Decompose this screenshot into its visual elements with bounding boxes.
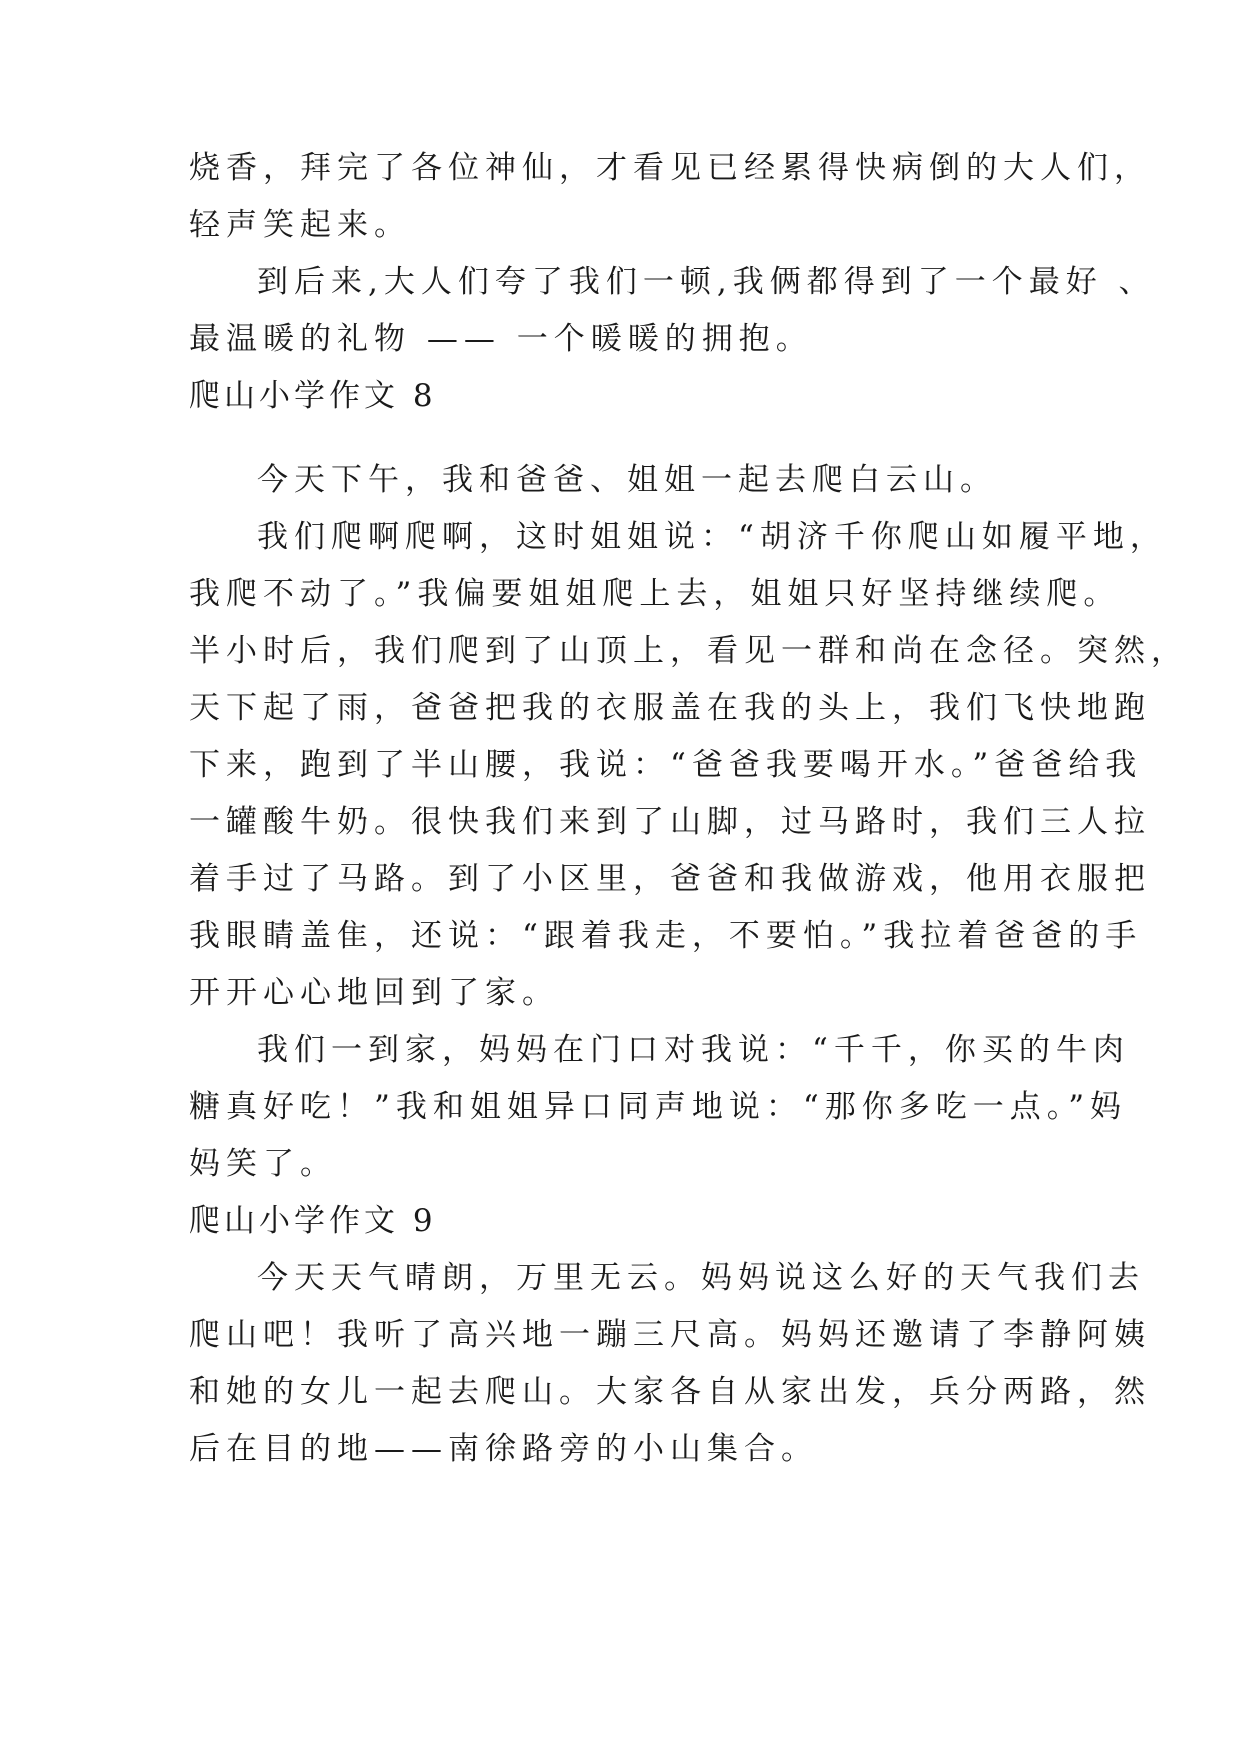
text-line: 我们一到家，妈妈在门口对我说：“千千，你买的牛肉 (257, 1032, 1130, 1068)
text-line: 一罐酸牛奶。很快我们来到了山脚，过马路时，我们三人拉 (189, 804, 1151, 840)
text-line: 最温暖的礼物 —— 一个暖暖的拥抱。 (189, 321, 813, 357)
text-line: 爬山吧！我听了高兴地一蹦三尺高。妈妈还邀请了李静阿姨 (189, 1317, 1151, 1353)
text-line: 我们爬啊爬啊，这时姐姐说：“胡济千你爬山如履平地， (257, 519, 1167, 555)
section-heading-8: 爬山小学作文 8 (189, 378, 437, 414)
text-line: 糖真好吃！”我和姐姐异口同声地说：“那你多吃一点。”妈 (189, 1089, 1128, 1125)
text-line: 妈笑了。 (189, 1146, 337, 1182)
text-line: 天下起了雨，爸爸把我的衣服盖在我的头上，我们飞快地跑 (189, 690, 1151, 726)
text-line: 开开心心地回到了家。 (189, 975, 559, 1011)
text-line: 后在目的地——南徐路旁的小山集合。 (189, 1431, 818, 1467)
text-line: 我爬不动了。”我偏要姐姐爬上去，姐姐只好坚持继续爬。 (189, 576, 1121, 612)
text-line: 烧香，拜完了各位神仙，才看见已经累得快病倒的大人们， (189, 150, 1151, 186)
text-line: 半小时后，我们爬到了山顶上，看见一群和尚在念径。突然， (189, 633, 1188, 669)
text-line: 轻声笑起来。 (189, 207, 411, 243)
text-line: 和她的女儿一起去爬山。大家各自从家出发，兵分两路，然 (189, 1374, 1151, 1410)
text-line: 今天天气晴朗，万里无云。妈妈说这么好的天气我们去 (257, 1260, 1145, 1296)
text-line: 到后来,大人们夸了我们一顿,我俩都得到了一个最好 、 (257, 264, 1156, 300)
text-line: 下来，跑到了半山腰，我说：“爸爸我要喝开水。”爸爸给我 (189, 747, 1143, 783)
text-line: 我眼睛盖隹，还说：“跟着我走，不要怕。”我拉着爸爸的手 (189, 918, 1143, 954)
text-line: 今天下午，我和爸爸、姐姐一起去爬白云山。 (257, 462, 997, 498)
text-line: 着手过了马路。到了小区里，爸爸和我做游戏，他用衣服把 (189, 861, 1151, 897)
paragraph-intro-end (189, 140, 1156, 425)
section-heading-9: 爬山小学作文 9 (189, 1203, 437, 1239)
essay-8-body (189, 452, 1188, 1478)
